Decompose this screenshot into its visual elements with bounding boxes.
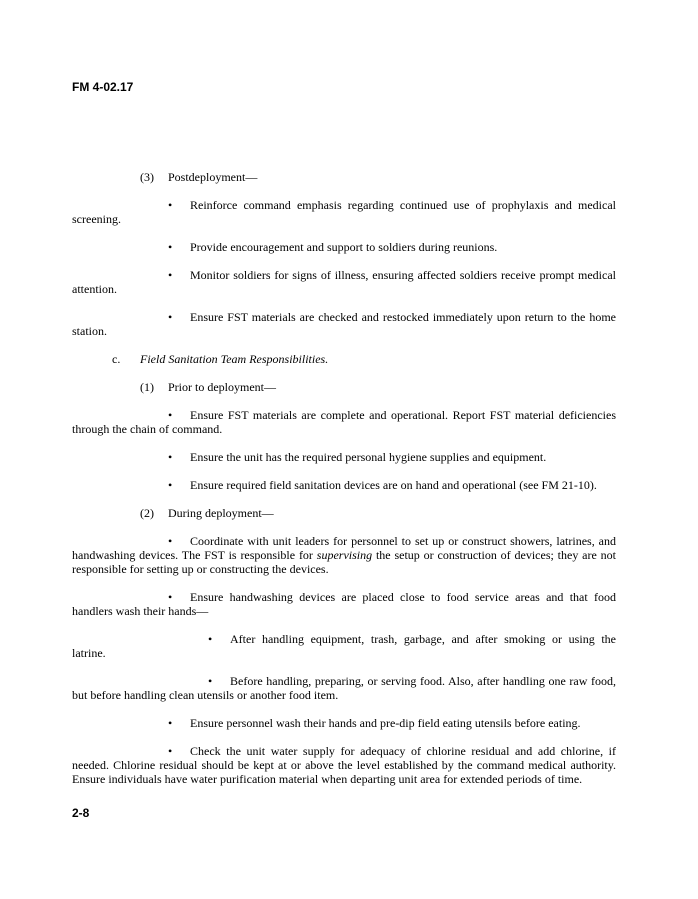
section-3-heading <box>72 170 616 184</box>
subsection-1-title: Prior to deployment— <box>168 380 276 394</box>
bullet-icon: • <box>208 674 213 688</box>
subsection-2-title: During deployment— <box>168 506 274 520</box>
section-3-title: Postdeployment— <box>168 170 258 184</box>
list-item: • Check the unit water supply for adequacy of chlorine residual and add chlorine, if needed. Chlorine residual should be kept at or above the level established by the command medical authority. Ensure individuals have water purification material when departing unit area for extended periods of time. <box>72 744 616 786</box>
section-3-label: (3) <box>140 170 154 184</box>
list-item: • Ensure FST materials are checked and restocked immediately upon return to the home station. <box>72 310 616 338</box>
section-c-heading <box>72 352 616 366</box>
sub-list-item: • After handling equipment, trash, garbage, and after smoking or using the latrine. <box>72 632 616 660</box>
sub-list-item: • Before handling, preparing, or serving food. Also, after handling one raw food, but before handling clean utensils or another food item. <box>72 674 616 702</box>
list-item: • Monitor soldiers for signs of illness, ensuring affected soldiers receive prompt medical attention. <box>72 268 616 296</box>
subsection-1-label: (1) <box>140 380 154 394</box>
list-item: • Ensure required field sanitation devices are on hand and operational (see FM 21-10). <box>168 478 597 492</box>
bullet-icon: • <box>208 632 213 646</box>
bullet-icon: • <box>168 478 173 492</box>
bullet-icon: • <box>168 450 173 464</box>
subsection-2-heading <box>72 506 616 520</box>
subsection-2-label: (2) <box>140 506 154 520</box>
list-item: • Coordinate with unit leaders for personnel to set up or construct showers, latrines, and handwashing devices. The FST is responsible for supervising the setup or construction of devices; they are not responsible for setting up or constructing the devices. <box>72 534 616 576</box>
list-item: • Ensure the unit has the required personal hygiene supplies and equipment. <box>168 450 547 464</box>
bullet-icon: • <box>168 534 173 548</box>
list-item: • Reinforce command emphasis regarding continued use of prophylaxis and medical screening. <box>72 198 616 226</box>
bullet-icon: • <box>168 590 173 604</box>
section-c-title: Field Sanitation Team Responsibilities. <box>140 352 329 366</box>
bullet-icon: • <box>168 268 173 282</box>
bullet-icon: • <box>168 240 173 254</box>
bullet-icon: • <box>168 744 173 758</box>
bullet-icon: • <box>168 716 173 730</box>
bullet-icon: • <box>168 310 173 324</box>
bullet-icon: • <box>168 408 173 422</box>
list-item: • Ensure personnel wash their hands and pre-dip field eating utensils before eating. <box>168 716 581 730</box>
document-body <box>72 170 616 786</box>
page-number: 2-8 <box>72 806 90 820</box>
list-item: • Ensure handwashing devices are placed close to food service areas and that food handlers wash their hands— <box>72 590 616 618</box>
section-c-label: c. <box>112 352 121 366</box>
list-item: • Provide encouragement and support to soldiers during reunions. <box>168 240 498 254</box>
document-id-header: FM 4-02.17 <box>72 80 134 94</box>
subsection-1-heading <box>72 380 616 394</box>
emphasis-text: supervising <box>316 548 373 562</box>
list-item: • Ensure FST materials are complete and operational. Report FST material deficiencies through the chain of command. <box>72 408 616 436</box>
bullet-icon: • <box>168 198 173 212</box>
